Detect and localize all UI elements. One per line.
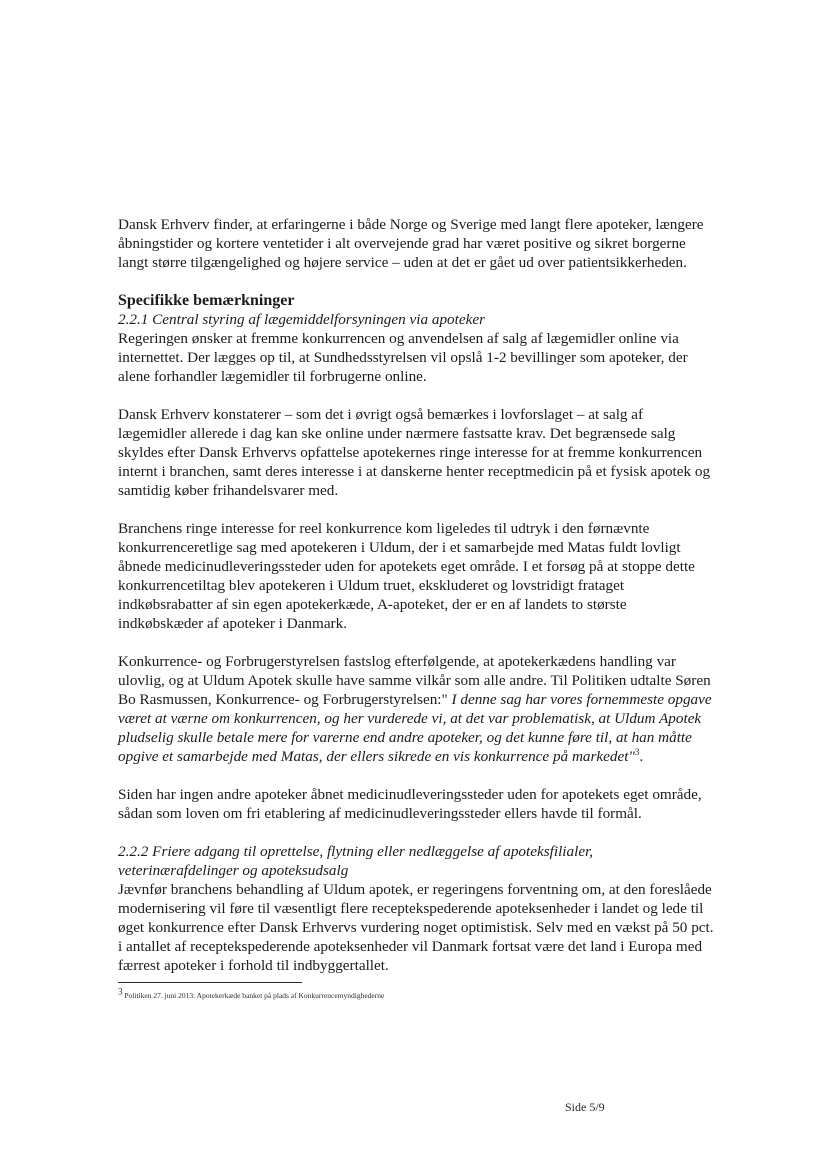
body-text [118,215,714,975]
paragraph-uldum-case: Branchens ringe interesse for reel konkurrence kom ligeledes til udtryk i den førnævnte konkurrenceretlige sag med apotekeren i Uldum, der i et samarbejde med Matas fuldt lovligt åbnede medicinudleveringssteder uden for apotekets eget område. I et forsøg på at stoppe dette konkurrencetiltag blev apotekeren i Uldum truet, ekskluderet og lovstridigt frataget indkøbsrabatter af sin egen apotekerkæde, A-apoteket, der er en af landets to største indkøbskæder af apoteker i Danmark. [118,520,695,632]
quote-end: . [639,748,644,765]
subsection-heading-2-2-1: 2.2.1 Central styring af lægemiddelforsyningen via apoteker [118,311,485,328]
paragraph-competition-authority [118,652,714,766]
footnote-number: 3 [118,986,123,997]
intro-paragraph: Dansk Erhverv finder, at erfaringerne i både Norge og Sverige med langt flere apoteker, længere åbningstider og kortere ventetider i alt overvejende grad har været positive og sikret borgerne langt større tilgængelighed og højere service – uden at det er gået ud over patientsikkerheden. [118,216,704,271]
quote-text: I denne sag har vores fornemmeste opgave været at værne om konkurrencen, og her vurderede vi, at det var problematisk, at Uldum Apotek pludselig skulle betale mere for varerne end andre apoteker, og det kunne føre til, at han måtte opgive et samarbejde med Matas, der ellers sikrede en vis konkurrence på markedet" [118,691,712,765]
footnote-divider [118,982,302,983]
footnote-reference[interactable]: 3 [634,746,640,757]
paragraph-dansk-erhverv-notes: Dansk Erhverv konstaterer – som det i øvrigt også bemærkes i lovforslaget – at salg af lægemidler allerede i dag kan ske online under nærmere fastsatte krav. Det begrænsede salg skyldes efter Dansk Erhvervs opfattelse apotekernes ringe interesse for at fremme konkurrencen internt i branchen, samt deres interesse i at danskerne henter receptmedicin på et fysisk apotek og samtidig køber frihandelsvarer med. [118,406,711,499]
paragraph-online-sales: Regeringen ønsker at fremme konkurrencen og anvendelsen af salg af lægemidler online via internettet. Der lægges op til, at Sundhedsstyrelsen vil opslå 1-2 bevillinger som apoteker, der alene forhandler lægemidler til forbrugerne online. [118,330,688,385]
quote-lead: Konkurrence- og Forbrugerstyrelsen fastslog efterfølgende, at apotekerkædens handling var ulovlig, og at Uldum Apotek skulle have samme vilkår som alle andre. Til Politiken udtalte Søren Bo Rasmussen, Konkurrence- og Forbrugerstyrelsen:" [118,653,711,708]
section-heading: Specifikke bemærkninger [118,292,295,309]
footnote [118,986,385,1001]
page-number: Side 5/9 [565,1100,605,1114]
footnote-text: Politiken 27. juni 2013: Apotekerkæde banket på plads af Konkurrencemyndighederne [122,991,385,1000]
paragraph-modernisation: Jævnfør branchens behandling af Uldum apotek, er regeringens forventning om, at den foreslåede modernisering vil føre til væsentligt flere receptekspederende apoteksenheder i landet og lede til øget konkurrence efter Dansk Erhvervs vurdering noget optimistisk. Selv med en vækst på 50 pct. i antallet af receptekspederende apoteksenheder vil Danmark fortsat være det land i Europa med færrest apoteker i forhold til indbyggertallet. [118,881,714,974]
subsection-heading-2-2-2: 2.2.2 Friere adgang til oprettelse, flytning eller nedlæggelse af apoteksfilialer, veterinærafdelinger og apoteksudsalg [118,843,594,879]
paragraph-since-then: Siden har ingen andre apoteker åbnet medicinudleveringssteder uden for apotekets eget område, sådan som loven om fri etablering af medicinudleveringssteder ellers havde til formål. [118,786,702,822]
